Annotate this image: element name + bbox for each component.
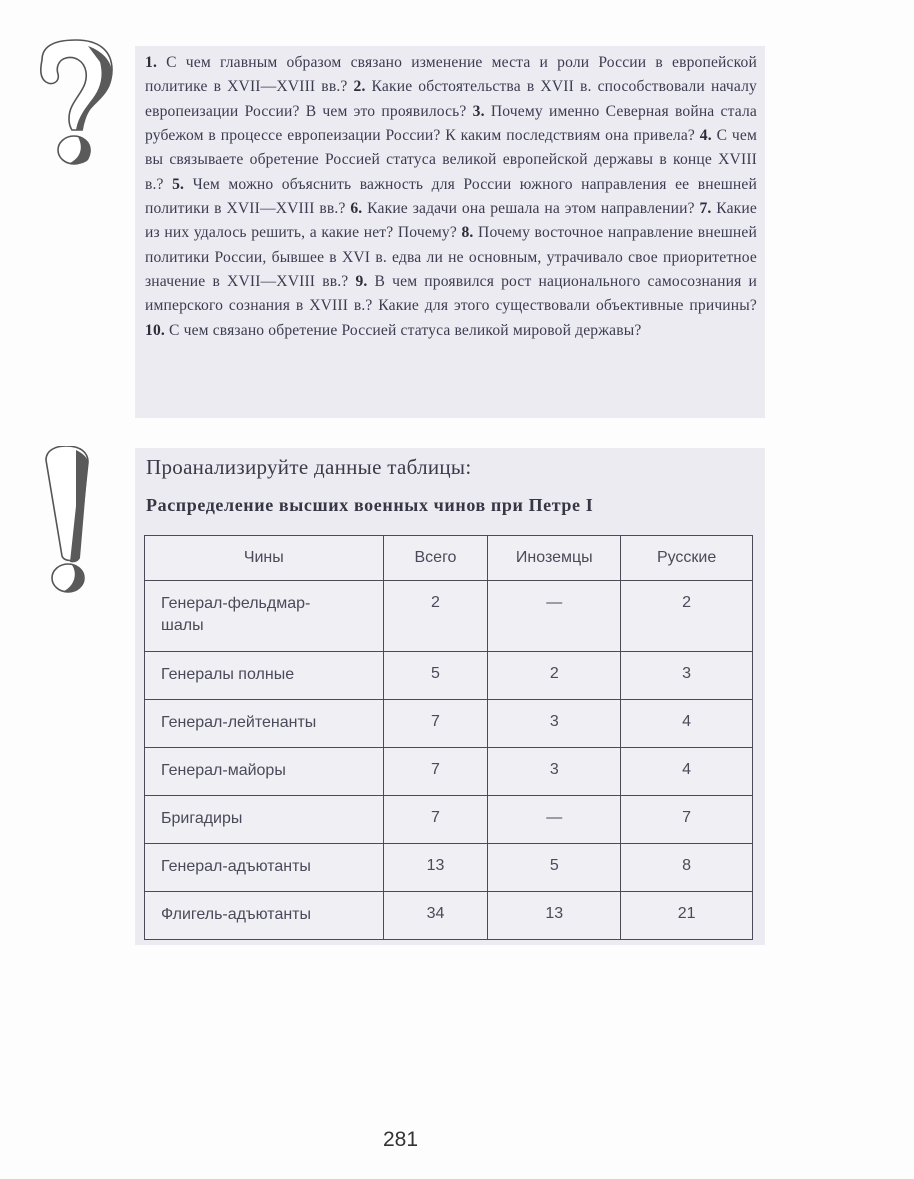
cell-total: 7 [383,700,488,748]
cell-rank: Флигель-адъютанты [145,892,384,940]
review-questions-text [145,51,757,343]
cell-rank: Генерал-лейтенанты [145,700,384,748]
cell-rank: Генерал-фельдмар- шалы [145,581,384,652]
cell-foreigners: 3 [488,748,621,796]
question-text: Почему именно Северная война стала рубежом в процессе европеизации России? К каким последствиям она привела? [145,102,757,145]
question-number: 2. [353,78,366,96]
question-number: 7. [699,200,712,218]
table-row [145,844,753,892]
cell-foreigners: 2 [488,652,621,700]
review-questions-box [135,46,765,418]
cell-russians: 4 [621,748,753,796]
cell-total: 34 [383,892,488,940]
cell-total: 7 [383,748,488,796]
cell-rank: Генерал-адъютанты [145,844,384,892]
header-russians: Русские [621,536,753,581]
header-foreigners: Иноземцы [488,536,621,581]
cell-russians: 2 [621,581,753,652]
question-text: С чем вы связываете обретение Россией статуса великой европейской державы в конце XVIII в.? [145,127,758,193]
question-number: 1. [145,54,157,71]
question-number: 6. [350,200,363,218]
cell-russians: 21 [621,892,753,940]
question-text: В чем проявился рост национального самосознания и имперского сознания в XVIII в.? Какие для этого существовали объективные причины? [145,273,757,315]
question-number: 5. [172,175,185,193]
cell-foreigners: — [488,581,621,652]
page-number: 281 [383,1128,419,1151]
cell-foreigners: — [488,796,621,844]
cell-total: 5 [383,652,488,700]
table-row [145,892,753,940]
question-number: 9. [355,273,368,291]
cell-foreigners: 5 [488,844,621,892]
cell-total: 13 [383,844,488,892]
cell-russians: 3 [621,652,753,700]
question-text: Какие из них удалось решить, а какие нет? Почему? [145,200,757,242]
question-text: Какие обстоятельства в XVII в. способствовали началу европеизации России? В чем это проявилось? [145,78,757,120]
cell-rank: Бригадиры [145,796,384,844]
table-caption: Распределение высших военных чинов при Петре I [146,495,594,515]
task-title: Проанализируйте данные таблицы: [146,455,472,479]
table-row [145,581,753,652]
cell-rank: Генералы полные [145,652,384,700]
table-row [145,748,753,796]
cell-russians: 8 [621,844,753,892]
cell-russians: 4 [621,700,753,748]
question-number: 10. [145,321,165,339]
table-header-row [145,536,753,581]
military-ranks-table [144,535,753,940]
cell-foreigners: 13 [488,892,621,940]
table-row [145,652,753,700]
table-row [145,700,753,748]
cell-russians: 7 [621,796,753,844]
question-number: 8. [461,224,474,242]
cell-rank: Генерал-майоры [145,748,384,796]
exclamation-mark-icon [38,446,98,596]
question-mark-icon [28,38,118,168]
question-text: Чем можно объяснить важность для России южного направления ее внешней политики в XVII—XVIII вв.? [145,175,757,218]
question-text: С чем связано обретение Россией статуса великой мировой державы? [164,321,642,339]
header-total: Всего [383,536,488,581]
header-ranks: Чины [145,536,384,581]
question-number: 4. [699,127,712,145]
cell-foreigners: 3 [488,700,621,748]
cell-total: 2 [383,581,488,652]
question-text: Какие задачи она решала на этом направлении? [362,200,700,218]
table-row [145,796,753,844]
question-text: Почему восточное направление внешней политики России, бывшее в XVI в. едва ли не основным, утрачивало свое приоритетное значение в XVII—XVIII вв.? [145,224,757,291]
cell-total: 7 [383,796,488,844]
question-text: С чем главным образом связано изменение места и роли России в европейской политике в XVII—XVIII вв.? [145,54,757,96]
question-number: 3. [472,102,485,120]
